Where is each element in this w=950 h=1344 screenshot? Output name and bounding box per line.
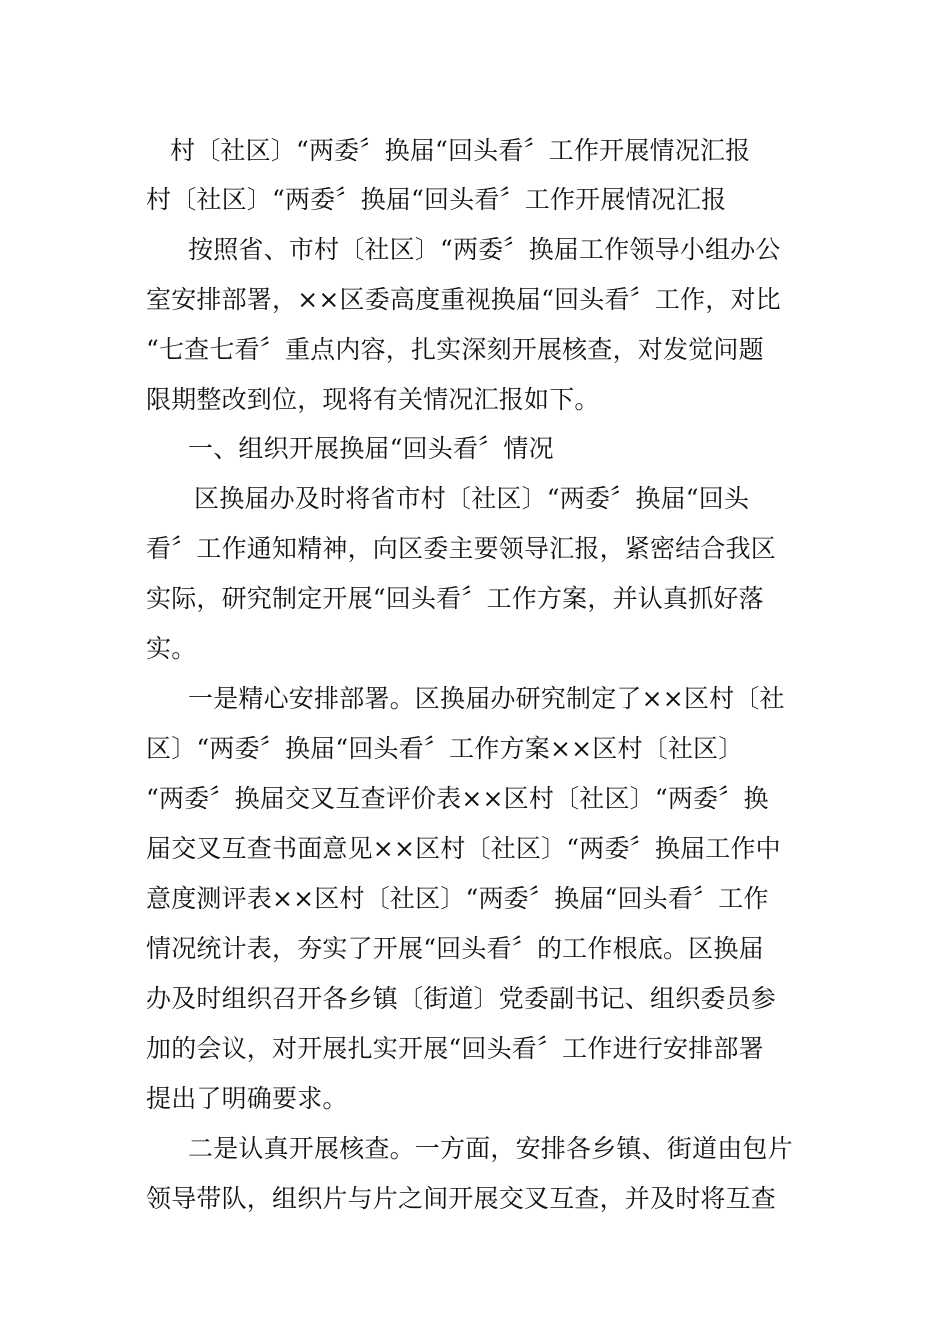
paragraph-1-line-4: 限期整改到位，现将有关情况汇报如下。 bbox=[146, 385, 600, 414]
paragraph-3-line-7: 办及时组织召开各乡镇〔街道〕党委副书记、组织委员参 bbox=[146, 984, 777, 1013]
paragraph-4-line-2: 领导带队，组织片与片之间开展交叉互查，并及时将互查 bbox=[146, 1184, 777, 1213]
paragraph-1-line-3: “七查七看〞重点内容，扎实深刻开展核查，对发觉问题 bbox=[146, 335, 764, 364]
paragraph-2-line-4: 实。 bbox=[146, 634, 197, 663]
paragraph-2-line-2: 看〞工作通知精神，向区委主要领导汇报，紧密结合我区 bbox=[146, 534, 777, 563]
paragraph-2-line-3: 实际，研究制定开展“回头看〞工作方案，并认真抓好落 bbox=[146, 584, 764, 613]
paragraph-3-line-2: 区〕“两委〞换届“回头看〞工作方案××区村〔社区〕 bbox=[146, 734, 744, 763]
paragraph-3-line-4: 届交叉互查书面意见××区村〔社区〕“两委〞换届工作中 bbox=[146, 834, 781, 863]
section-heading: 一、组织开展换届“回头看〞情况 bbox=[188, 434, 554, 463]
paragraph-4-line-1: 二是认真开展核查。一方面，安排各乡镇、街道由包片 bbox=[188, 1134, 793, 1163]
paragraph-3-line-6: 情况统计表，夯实了开展“回头看〞的工作根底。区换届 bbox=[146, 934, 764, 963]
document-subtitle: 村〔社区〕“两委〞换届“回头看〞工作开展情况汇报 bbox=[146, 185, 727, 214]
paragraph-1-line-1: 按照省、市村〔社区〕“两委〞换届工作领导小组办公 bbox=[188, 235, 781, 264]
paragraph-3-line-9: 提出了明确要求。 bbox=[146, 1084, 348, 1113]
paragraph-3-line-5: 意度测评表××区村〔社区〕“两委〞换届“回头看〞工作 bbox=[146, 884, 769, 913]
paragraph-3-line-3: “两委〞换届交叉互查评价表××区村〔社区〕“两委〞换 bbox=[146, 784, 769, 813]
paragraph-1-line-2: 室安排部署，××区委高度重视换届“回头看〞工作，对比 bbox=[146, 285, 781, 314]
paragraph-3-line-8: 加的会议，对开展扎实开展“回头看〞工作进行安排部署 bbox=[146, 1034, 764, 1063]
paragraph-2-line-1: 区换届办及时将省市村〔社区〕“两委〞换届“回头 bbox=[194, 484, 750, 513]
document-title: 村〔社区〕“两委〞换届“回头看〞工作开展情况汇报 bbox=[170, 136, 751, 165]
paragraph-3-line-1: 一是精心安排部署。区换届办研究制定了××区村〔社 bbox=[188, 684, 785, 713]
